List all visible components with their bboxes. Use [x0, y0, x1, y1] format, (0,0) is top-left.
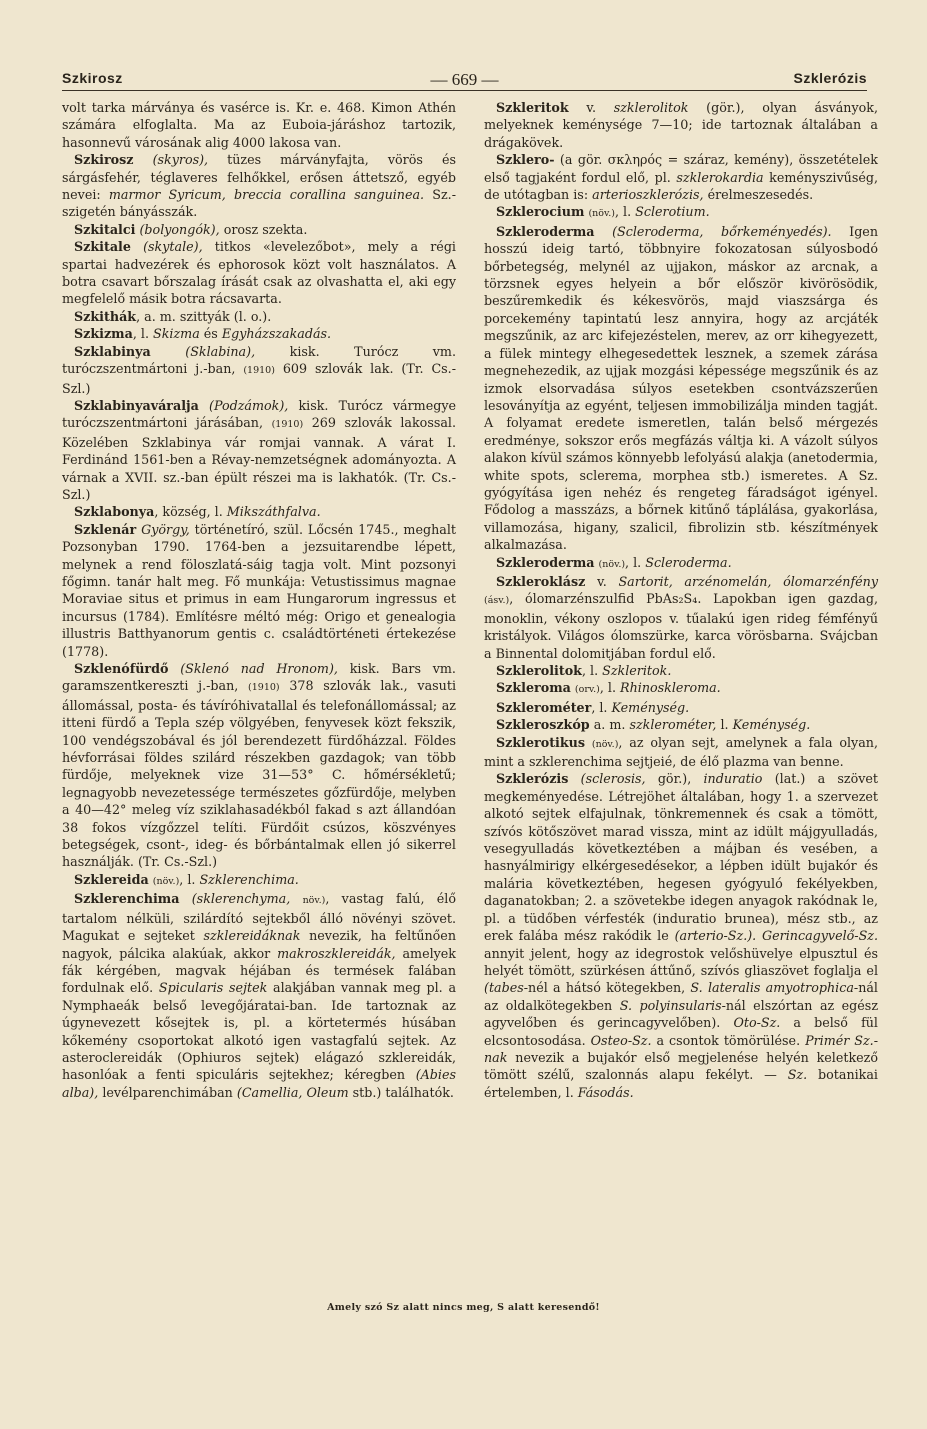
entry-headword: Szklerózis [496, 771, 569, 787]
entry-text: -nél a hátsó kötegekben, [523, 980, 691, 996]
dictionary-entry [62, 151, 456, 221]
entry-text: , l. [591, 699, 612, 715]
dictionary-entry [484, 151, 878, 203]
entry-text: , l. [599, 680, 621, 696]
entry-italic-text: S. polyinsularis [619, 997, 722, 1013]
entry-italic-text: Mikszáthfalva. [226, 504, 321, 520]
dictionary-entry [62, 325, 456, 342]
header-last-headword: Szklerózis [793, 70, 867, 86]
right-column [484, 99, 878, 1101]
dictionary-entry [484, 734, 878, 771]
dictionary-entry [484, 699, 878, 716]
dictionary-entry [62, 890, 456, 1101]
dictionary-entry [62, 99, 456, 151]
entry-headword: Szkithák [74, 308, 137, 324]
entry-text: botanikai értelemben, l. [484, 1067, 878, 1100]
entry-italic-text: Szklerenchima. [199, 871, 299, 887]
entry-text: történetíró, szül. Lőcsén 1745., meghalt Pozsonyban 1790. 1764-ben a jezsuitarendbe lépett, melynek a rend föloszlatá-sáig tagja volt. Mint pozsonyi főgimn. tanár halt meg. Fő munkája: Vetustissimus magnae Moraviae situs et primus in eam Hungarorum ingressus et incursus (1784). Említésre méltó még: Origo et genealogia illustris Batthyanorum gentis c. családtörténeti értekezése (1778). [62, 521, 456, 659]
entry-text: kisk. Turócz vármegye turóczszentmártoni járásában, [62, 397, 456, 431]
entry-italic-text: Sz. [787, 1067, 808, 1083]
entry-small-text: (növ.) [152, 875, 180, 887]
entry-text: (lat.) a szövet megkeményedése. Létrejöhet általában, hogy 1. a szervezet alkotó sejtek elfajulnak, tönkremennek és csak a tömött, szívós kötőszövet marad vissza, mint az idült májgyulladás, vesegyulladás következtében a májban és vesében, a hasnyálmirigy elkérgesedésekor, a lépben idült bujakór és malária következtében, hegesen gyógyuló fekélyekben, daganatokban; 2. a szövetekbe idegen anyagok rakódnak le, pl. a tüdőben vérfesték (induratio brunea), mész stb., az erek falába mész rakódik le [484, 771, 878, 944]
entry-italic-text: Egyházszakadás. [221, 326, 332, 342]
entry-text: v. [585, 573, 619, 589]
entry-small-text: (1910) [243, 365, 275, 377]
entry-text: , község, l. [154, 504, 227, 520]
entry-italic-text: Fásodás. [577, 1084, 634, 1100]
entry-italic-text: Rhinoskleroma. [620, 680, 721, 696]
dictionary-entry [62, 238, 456, 308]
dictionary-entry [62, 308, 456, 325]
entry-text: 378 szlovák lak., vasuti állomással, posta- és távíróhivatallal és telefonállomással; az itteni fürdő a Tepla szép völgyében, fenyvesek közt fekszik, 100 vendégszobával és jól berendezett fürdőházzal. Földes hévforrásai földes szilárd részekben gazdagok; van több fürdője, melyeknek vize 31—53° C. hőmérsékletű; legnagyobb nevezetessége természetes gőzfürdője, melyben a 40—42° meleg víz sziklahasadékból fakad s azt állandóan 38 fokos vízgőzzel telíti. Fürdőit csúzos, köszvényes betegségek, csont-, ideg- és bőrbántalmak ellen jó sikerrel használják. (Tr. Cs.-Szl.) [62, 678, 457, 870]
dictionary-entry [62, 660, 456, 871]
entry-headword: Szklenár [74, 521, 137, 537]
entry-text: levélparenchimában [98, 1084, 237, 1100]
running-header [62, 70, 867, 92]
entry-italic-text: szklerolitok [613, 100, 689, 115]
entry-italic-text: (Sklabina), [185, 343, 256, 359]
entry-text [594, 224, 612, 239]
entry-text: Sz.-szigetén bányásszák. [62, 187, 456, 220]
entry-headword: Szklenófürdő [74, 661, 169, 676]
entry-headword: Szkleroszkóp [496, 717, 590, 733]
entry-text: , a. m. szittyák (l. o.). [136, 308, 272, 324]
page-number: — 669 — [430, 70, 499, 89]
entry-headword: Szklabinyaváralja [74, 397, 199, 413]
entry-headword: Szkleroderma [496, 554, 595, 570]
entry-text: a belső fül elcsontosodása. [484, 1015, 878, 1048]
dictionary-entry [484, 573, 878, 662]
entry-italic-text: Scleroderma. [645, 554, 732, 570]
dictionary-entry [484, 679, 878, 698]
entry-text: -nál elszórtan az egész agyvelőben és gerincagyvelőben). [484, 997, 878, 1031]
entry-italic-text: Sartorit, arzénomelán, ólomarzénfény [618, 573, 878, 589]
entry-headword: Szkleroma [496, 680, 571, 696]
dictionary-entry [484, 223, 878, 554]
entry-italic-text: (tabes [484, 980, 524, 996]
entry-small-text: (növ.) [591, 738, 619, 750]
entry-headword: Szkizma [74, 326, 133, 342]
entry-text: a. m. [589, 717, 630, 733]
entry-text [199, 398, 209, 413]
entry-italic-text: (skyros), [152, 152, 209, 168]
entry-headword: Szkitale [74, 239, 131, 255]
entry-text: nevezik, ha feltűnően nagyok, pálcika alakúak, akkor [62, 928, 456, 961]
dictionary-entry [484, 716, 878, 733]
entry-text [179, 891, 191, 906]
entry-headword: Szkleroklász [496, 573, 586, 589]
entry-italic-text: marmor Syricum, breccia corallina sanguinea. [108, 187, 425, 203]
entry-headword: Szklerenchima [74, 891, 180, 907]
entry-text: , l. [179, 871, 200, 887]
entry-small-text: (növ.) [598, 558, 626, 570]
entry-text: 609 szlovák lak. (Tr. Cs.-Szl.) [62, 361, 456, 396]
entry-small-text: növ.) [302, 895, 326, 907]
entry-text: nevezik a bujakór első megjelenése helyén keletkező tömött szélű, szalonnás alapu fekélyt. — [484, 1049, 878, 1083]
entry-text: kisk. Turócz vm. turóczszentmártoni j.-ban, [62, 343, 456, 377]
header-rule [62, 90, 867, 91]
entry-headword: Szkleroderma [496, 223, 595, 239]
entry-small-text: (növ.) [588, 208, 615, 220]
dictionary-entry [62, 871, 456, 890]
dictionary-entry [484, 770, 878, 1101]
entry-text: , vastag falú, élő tartalom nélküli, szilárdító sejtekből álló növényi szövet. Magukat e sejteket [62, 891, 456, 944]
entry-text: -nál az oldalkötegekben [484, 980, 878, 1013]
entry-headword: Szklereida [74, 871, 149, 887]
entry-headword: Szkitalci [74, 221, 136, 237]
entry-italic-text: Oto-Sz. [733, 1015, 781, 1031]
dictionary-entry [62, 397, 456, 503]
entry-text [133, 152, 152, 167]
dictionary-entry [484, 662, 878, 679]
entry-text: kisk. Bars vm. garamszentkereszti j.-ban, [62, 661, 456, 694]
entry-italic-text: Keménység. [732, 717, 811, 733]
entry-italic-text: Keménység. [611, 699, 690, 715]
entry-text: stb.) találhatók. [348, 1084, 454, 1100]
entry-text: a csontok tömörülése. [651, 1032, 806, 1048]
dictionary-entry [62, 521, 456, 660]
entry-italic-text: (Abies alba), [62, 1067, 456, 1100]
entry-italic-text: szklereidáknak [203, 928, 301, 944]
entry-italic-text: (sclerosis, [580, 771, 646, 787]
entry-headword: Szkirosz [74, 152, 134, 168]
entry-italic-text: Skizma [153, 326, 200, 342]
entry-text [290, 891, 302, 906]
entry-text: Igen hosszú ideig tartó, többnyire fokozatosan súlyosbodó bőrbetegség, melynél az ujjakon, máskor az arcnak, a törzsnek egyes helyein a bőr először kivörösödik, beszűremkedik és kékesvörös, majd viaszsárga és porcekemény tapintatú lesz annyira, hogy az arcjáték megszűnik, az arc kifejezéstelen, merev, az orr kihegyezett, a fülek mintegy elhegesedettek lesznek, a szemek zárása megnehezedik, az ujjak mozgási képessége megszűnik és az izmok elsorvadása súlyos esetekben csontvázszerűen lesoványítja az egyént, teljesen immobilizálja minden tagját. A folyamat eredete ismeretlen, talán belső mérgezés eredménye, sokszor erős megfázás váltja ki. A vázolt súlyos alakon kívül számos könnyebb lefolyású alakja (anetodermia, white spots, sclerema, morphea stb.) ismeretes. A Sz. gyógyítása igen nehéz és rengeteg fáradságot igényel. Fődolog a masszázs, a bőrnek kitűnő táplálása, gyakorlása, villamozása, higany, szalicil, fibrolizin stb. készítmények alkalmazása. [484, 223, 878, 553]
entry-italic-text: (arterio-Sz.). Gerincagyvelő-Sz. [674, 928, 878, 944]
entry-headword: Szklerocium [496, 204, 585, 220]
entry-text: v. [568, 100, 614, 115]
entry-italic-text: S. lateralis amyotrophica [690, 980, 854, 996]
dictionary-entry [484, 554, 878, 573]
entry-text: tüzes márványfajta, vörös és sárgásfehér, téglaveres felhőkkel, erősen áttetsző, egyéb nevei: [62, 152, 456, 203]
entry-italic-text: (skytale), [143, 239, 203, 255]
entry-text: (gör.), olyan ásványok, melyeknek keménysége 7—10; ide tartoznak általában a drágakövek. [484, 100, 878, 150]
dictionary-entry [484, 99, 878, 151]
entry-italic-text: György, [141, 521, 190, 537]
entry-text: , az olyan sejt, amelynek a fala olyan, mint a szklerenchima sejtjeié, de élő plazma van benne. [484, 734, 878, 770]
entry-italic-text: makroszklereidák, [277, 945, 396, 961]
entry-text: , l. [132, 326, 154, 342]
entry-text [131, 239, 143, 254]
entry-italic-text: (Sklenó nad Hronom), [180, 661, 338, 676]
entry-text [168, 661, 180, 676]
entry-italic-text: Osteo-Sz. [590, 1032, 652, 1048]
entry-text: , l. [581, 663, 603, 678]
left-column [62, 99, 456, 1101]
entry-italic-text: Sclerotium. [635, 204, 710, 220]
dictionary-entry [484, 203, 878, 222]
entry-headword: Szklabonya [74, 504, 155, 520]
entry-italic-text: induratio [703, 771, 763, 787]
entry-italic-text: (sklerenchyma, [191, 891, 291, 907]
entry-small-text: (1910) [271, 419, 304, 431]
entry-text: és [199, 326, 222, 342]
entry-text: volt tarka márványa és vasérce is. Kr. e. 468. Kimon Athén számára elfoglalta. Ma az Euboia-járáshoz tartozik, hasonnevű városának alig 4000 lakosa van. [62, 100, 456, 150]
dictionary-entry [62, 343, 456, 397]
entry-italic-text: Spicularis sejtek [158, 980, 268, 996]
entry-text: annyit jelent, hogy az idegrostok velőshüvelye elpusztul és helyét tömött, szürkésen áttűnő, szívós gliaszövet foglalja el [484, 945, 878, 978]
entry-text: , l. [614, 204, 636, 220]
entry-headword: Szklerolitok [496, 663, 582, 678]
dictionary-entry [62, 503, 456, 520]
entry-text: orosz szekta. [219, 221, 308, 237]
entry-small-text: (1910) [248, 682, 280, 694]
entry-italic-text: Primér Sz.-nak [484, 1032, 879, 1065]
entry-text: gör.), [645, 771, 704, 787]
entry-headword: Szkleritok [496, 100, 569, 115]
entry-small-text: (ásv.) [484, 595, 510, 607]
header-first-headword: Szkirosz [62, 70, 123, 86]
entry-text [568, 771, 580, 786]
entry-text [585, 735, 592, 750]
entry-text: titkos «levelezőbot», mely a régi spartai hadvezérek és ephorosok közt volt használatos. A botra csavart bőrszalag írását csak az olvashatta el, aki egy megfelelő másik botra rácsavarta. [62, 239, 456, 307]
footer-note: Amely szó Sz alatt nincs meg, S alatt keresendő! [327, 1302, 600, 1313]
entry-italic-text: szklerokardia [676, 169, 764, 185]
entry-italic-text: (bolyongók), [139, 221, 220, 237]
entry-italic-text: (Scleroderma, bőrkeményedés). [612, 223, 832, 239]
entry-text: alakjában vannak meg pl. a Nymphaeák belső levegőjáratai-ban. Ide tartoznak az úgynevezett kősejtek is, pl. a körtetermés húsában kőkemény csoportokat alkotó igen vastagfalú sejtek. Az asteroclereidák (Ophiuros sejtek) elágazó szklereidák, hasonlóak a fenti spiculáris sejtekhez; kéregben [62, 980, 457, 1083]
entry-italic-text: (Camellia, Oleum [236, 1084, 349, 1100]
entry-text: amelyek fák kérgében, magvak héjában és termések falában fordulnak elő. [62, 945, 456, 996]
entry-italic-text: (Podzámok), [209, 397, 289, 413]
entry-small-text: (orv.) [574, 684, 600, 696]
entry-text: , l. [625, 554, 646, 570]
entry-text [151, 344, 186, 359]
entry-text: l. [716, 717, 733, 733]
entry-italic-text: Szkleritok. [602, 663, 672, 678]
entry-headword: Szklero- [496, 152, 555, 168]
entry-text: , ólomarzénszulfid PbAs₂S₄. Lapokban igen gazdag, monoklin, vékony oszlopos v. tűalakú igen rideg fémfényű kristályok. Világos ólomszürke, karca vörösbarna. Svájcban a Binnental dolomitjában fordul elő. [484, 591, 878, 661]
entry-headword: Szklabinya [74, 343, 151, 359]
entry-text: érelmeszesedés. [703, 187, 814, 203]
entry-headword: Szklerométer [496, 699, 592, 715]
entry-headword: Szklerotikus [496, 734, 586, 750]
entry-italic-text: arterioszklerózis, [592, 187, 704, 203]
entry-text: (a gör. σκληρός = száraz, kemény), összetételek első tagjaként fordul elő, pl. [484, 152, 878, 185]
entry-italic-text: szklerométer, [629, 717, 717, 733]
entry-text: keményszivűség, de utótagban is: [484, 169, 878, 203]
entry-text: 269 szlovák lakossal. Közelében Szklabinya vár romjai vannak. A várat I. Ferdinánd 1561-ben a Révay-nemzetségnek adományozta. A várnak a XVII. sz.-ban épült részei ma is lakhatók. (Tr. Cs.-Szl.) [62, 415, 456, 502]
dictionary-entry [62, 221, 456, 238]
